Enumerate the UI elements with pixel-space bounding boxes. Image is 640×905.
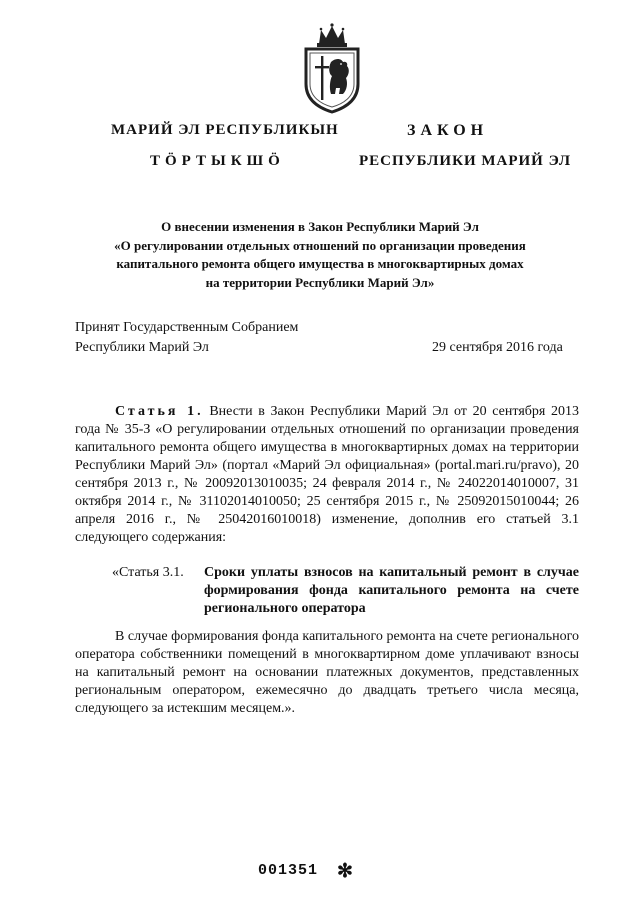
new-article-title: Сроки уплаты взносов на капитальный ремонт в случае формирования фонда капитального ремонта на счете регионального оператора: [204, 565, 579, 616]
law-title-line: на территории Республики Марий Эл»: [205, 274, 435, 290]
header-left-line2: ТӦРТЫКШӦ: [150, 153, 285, 169]
law-title: [60, 218, 580, 292]
coat-of-arms: [301, 22, 363, 114]
article-1-text: Внести в Закон Республики Марий Эл от 20 сентября 2013 года № 35-З «О регулировании отдельных отношений по организации проведения капитального ремонта общего имущества в многоквартирных домах на территории Республики Марий Эл» (портал «Марий Эл официальная» (portal.mari.ru/pravo), 20 сентября 2013 г., № 20092013010035; 24 февраля 2014 г., № 24022014010007, 31 октября 2014 г., № 31102014010050; 25 сентября 2015 г., № 25092015010044; 26 апреля 2016 г., № 25042016010018) изменение, дополнив его статьей 3.1 следующего содержания:: [75, 404, 580, 545]
header-left-line1: МАРИЙ ЭЛ РЕСПУБЛИКЫН: [111, 122, 339, 138]
law-title-line: «О регулировании отдельных отношений по организации проведения: [114, 237, 526, 253]
asterisk-mark: ✻: [337, 861, 353, 882]
header-right-line2: РЕСПУБЛИКИ МАРИЙ ЭЛ: [359, 153, 572, 169]
adoption-date: 29 сентября 2016 года: [432, 340, 563, 355]
new-article-lead: «Статья 3.1.: [112, 565, 184, 580]
adoption-line1: Принят Государственным Собранием: [75, 320, 299, 335]
header-right-line1: ЗАКОН: [407, 122, 489, 139]
article-1-label: Статья 1.: [115, 404, 204, 419]
article-1: [75, 403, 579, 547]
coat-of-arms-mari-el-icon: [301, 22, 363, 114]
law-title-line: О внесении изменения в Закон Республики Марий Эл: [161, 219, 479, 234]
document-number: 001351: [258, 862, 319, 879]
adoption-line2: Республики Марий Эл: [75, 340, 209, 355]
law-title-line: капитального ремонта общего имущества в многоквартирных домах: [116, 256, 524, 271]
new-article-paragraph: В случае формирования фонда капитального ремонта на счете регионального оператора собственники помещений в многоквартирном доме уплачивают взносы на капитальный ремонт на основании платежных документов, представленных региональным оператором, ежемесячно до двадцать третьего числа месяца, следующего за истекшим месяцем.».: [75, 629, 579, 716]
